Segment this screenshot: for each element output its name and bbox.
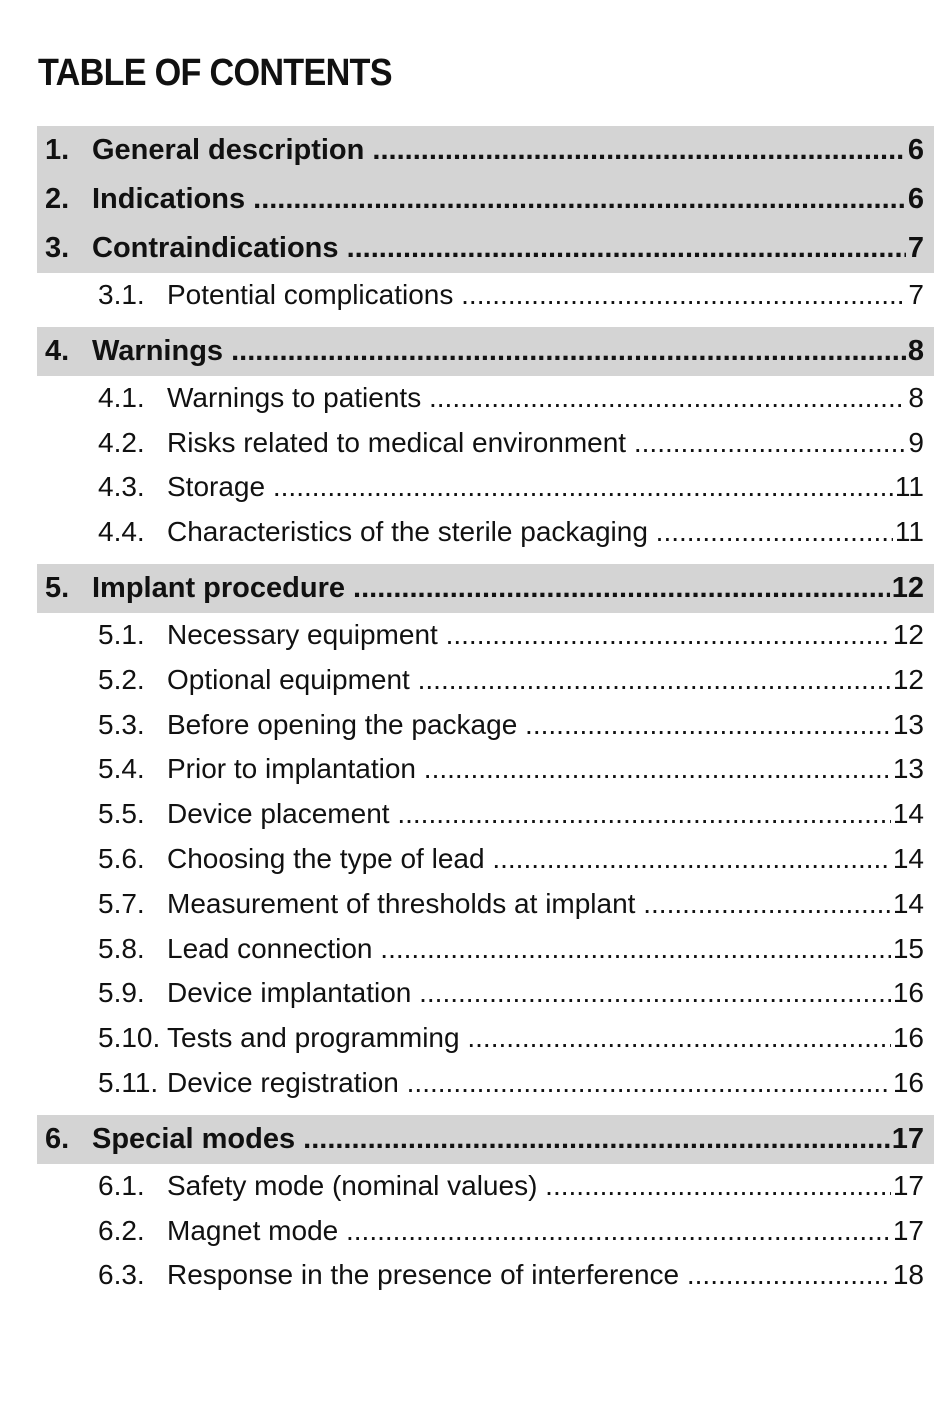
toc-entry-page: 16: [891, 971, 924, 1016]
toc-entry-title: Choosing the type of lead .....: [167, 837, 924, 882]
toc-subsection-row[interactable]: [37, 971, 934, 1016]
toc-subsection-row[interactable]: [37, 273, 934, 318]
toc-entry-number: 4.2.: [98, 426, 145, 458]
toc-entry-page: 15: [891, 927, 924, 972]
toc-subsection-row[interactable]: [37, 1016, 934, 1061]
toc-entry-title: Device registration .....: [167, 1061, 924, 1106]
toc-subsection-row[interactable]: [37, 747, 934, 792]
toc-entry-title: Characteristics of the sterile packaging .....: [167, 510, 924, 555]
toc-section-row[interactable]: [37, 327, 934, 376]
toc-entry-title: Before opening the package .....: [167, 703, 924, 748]
toc-entry-page: 6: [906, 175, 924, 224]
toc-subsection-row[interactable]: [37, 376, 934, 421]
toc-subsection-row[interactable]: [37, 658, 934, 703]
toc-section-row[interactable]: [37, 175, 934, 224]
toc-section-row[interactable]: [37, 1115, 934, 1164]
toc-entry-page: 11: [893, 510, 924, 555]
toc-entry-page: 14: [891, 882, 924, 927]
toc-entry-title: Response in the presence of interference .....: [167, 1253, 924, 1298]
toc-entry-page: 13: [891, 703, 924, 748]
toc-section-row[interactable]: [37, 224, 934, 273]
toc-entry-page: 16: [891, 1061, 924, 1106]
toc-subsection-row[interactable]: [37, 510, 934, 555]
toc-entry-number: 5.1.: [98, 618, 145, 650]
toc-entry-title: Prior to implantation .....: [167, 747, 924, 792]
toc-entry-page: 12: [890, 564, 924, 613]
toc-entry-number: 5.5.: [98, 798, 145, 830]
toc-entry-title: Safety mode (nominal values) .....: [167, 1164, 924, 1209]
toc-entry-title: Device placement .....: [167, 792, 924, 837]
toc-subsection-row[interactable]: [37, 837, 934, 882]
toc-section-row[interactable]: [37, 126, 934, 175]
toc-subsection-row[interactable]: [37, 1253, 934, 1298]
toc-entry-page: 18: [891, 1253, 924, 1298]
toc-entry-number: 5.9.: [98, 977, 145, 1009]
toc-entry-number: 6.3.: [98, 1259, 145, 1291]
toc-entry-title: Risks related to medical environment .....: [167, 421, 924, 466]
toc-entry-title: Contraindications .....: [92, 224, 924, 273]
toc-subsection-row[interactable]: [37, 1164, 934, 1209]
toc-subsection-row[interactable]: [37, 882, 934, 927]
toc-entry-title: Indications .....: [92, 175, 924, 224]
toc-entry-number: 6.2.: [98, 1214, 145, 1246]
toc-entry-title: Potential complications .....: [167, 273, 924, 318]
toc-entry-title: Magnet mode .....: [167, 1209, 924, 1254]
toc-entry-number: 6.1.: [98, 1169, 145, 1201]
toc-entry-page: 17: [891, 1209, 924, 1254]
toc-subsection-row[interactable]: [37, 613, 934, 658]
toc-entry-number: 3.: [45, 232, 70, 264]
toc-subsection-row[interactable]: [37, 927, 934, 972]
toc-entry-title: Storage .....: [167, 465, 924, 510]
toc-entry-number: 5.4.: [98, 753, 145, 785]
toc-entry-page: 17: [891, 1164, 924, 1209]
toc-entry-title: Tests and programming .....: [167, 1016, 924, 1061]
toc-entry-number: 6.: [45, 1122, 70, 1155]
toc-entry-page: 12: [891, 658, 924, 703]
toc-entry-title: Lead connection .....: [167, 927, 924, 972]
toc-entry-page: 16: [891, 1016, 924, 1061]
toc-entry-page: 14: [891, 792, 924, 837]
toc-subsection-row[interactable]: [37, 1061, 934, 1106]
toc-entry-page: 13: [891, 747, 924, 792]
toc-entry-title: Warnings to patients .....: [167, 376, 924, 421]
toc-entry-title: Measurement of thresholds at implant .....: [167, 882, 924, 927]
toc-subsection-row[interactable]: [37, 703, 934, 748]
toc-entry-number: 4.1.: [98, 381, 145, 413]
toc-entry-page: 12: [891, 613, 924, 658]
toc-entry-number: 2.: [45, 183, 70, 215]
toc-entry-number: 5.6.: [98, 842, 145, 874]
toc-entry-title: Warnings .....: [92, 327, 924, 376]
toc-subsection-row[interactable]: [37, 465, 934, 510]
toc-entry-page: 14: [891, 837, 924, 882]
toc-list: [37, 126, 934, 1298]
toc-subsection-row[interactable]: [37, 421, 934, 466]
toc-entry-page: 7: [906, 273, 924, 318]
toc-entry-number: 5.8.: [98, 932, 145, 964]
toc-entry-number: 4.: [45, 334, 70, 367]
toc-entry-page: 8: [906, 376, 924, 421]
toc-entry-title: Special modes .....: [92, 1115, 924, 1164]
toc-entry-number: 5.2.: [98, 663, 145, 695]
toc-entry-page: 11: [893, 465, 924, 510]
toc-subsection-row[interactable]: [37, 792, 934, 837]
toc-entry-title: Device implantation .....: [167, 971, 924, 1016]
toc-entry-number: 3.1.: [98, 279, 145, 310]
toc-section-row[interactable]: [37, 564, 934, 613]
toc-entry-page: 8: [906, 327, 924, 376]
toc-entry-number: 5.7.: [98, 887, 145, 919]
toc-entry-number: 4.4.: [98, 516, 145, 548]
toc-entry-page: 17: [890, 1115, 924, 1164]
toc-entry-page: 7: [906, 224, 924, 273]
toc-entry-title: General description .....: [92, 126, 924, 175]
toc-entry-number: 5.: [45, 571, 70, 604]
toc-entry-page: 6: [906, 126, 924, 175]
toc-entry-title: Optional equipment .....: [167, 658, 924, 703]
toc-entry-number: 4.3.: [98, 471, 145, 503]
toc-entry-title: Necessary equipment .....: [167, 613, 924, 658]
toc-entry-number: 5.10.: [98, 1022, 161, 1054]
toc-entry-page: 9: [906, 421, 924, 466]
toc-subsection-row[interactable]: [37, 1209, 934, 1254]
toc-entry-title: Implant procedure .....: [92, 564, 924, 613]
toc-entry-number: 1.: [45, 134, 70, 166]
toc-entry-number: 5.11.: [98, 1066, 159, 1098]
toc-entry-number: 5.3.: [98, 708, 145, 740]
toc-heading: TABLE OF CONTENTS: [38, 52, 392, 94]
